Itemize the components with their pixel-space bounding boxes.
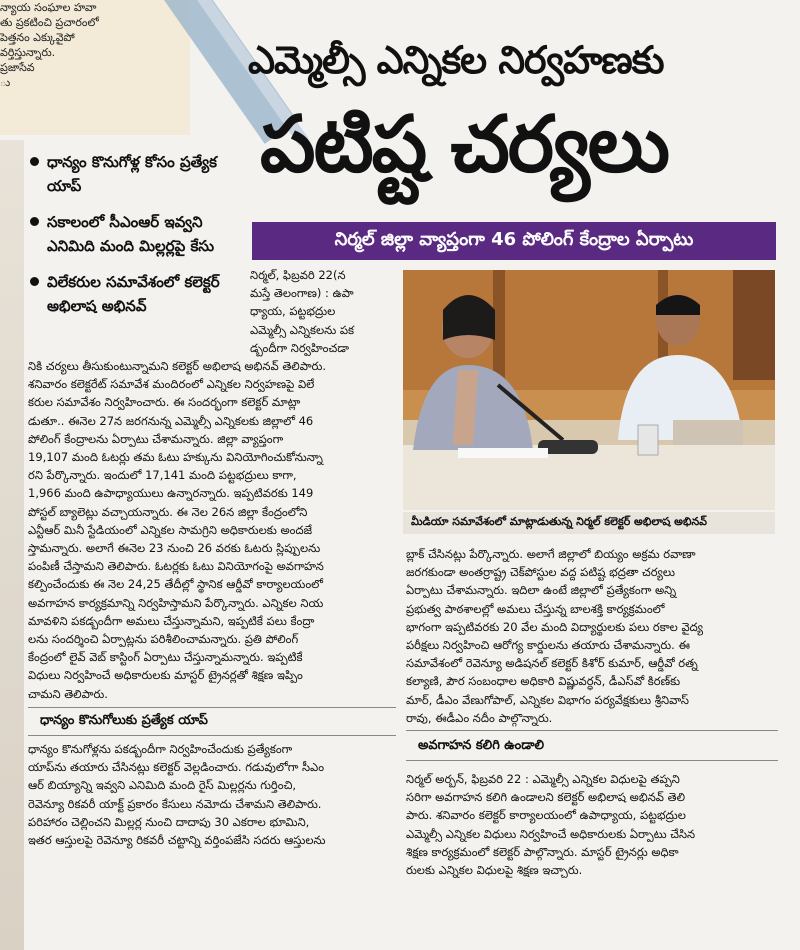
article-line: 19,107 మంది ఓటర్లు తమ ఓటు హక్కును వినియోగించుకోనున్నా <box>28 450 323 465</box>
article-line: జరగకుండా అంతర్రాష్ట్ర చెక్‌పోస్టుల వద్ద పటిష్ట భద్రతా చర్యలు <box>406 565 676 580</box>
article-line: నిర్మల్, ఫిబ్రవరి 22(న <box>250 268 346 282</box>
article-line: కేంద్రంలో లైవ్ వెబ్ కాస్టింగ్ ఏర్పాటు చేస్తున్నామన్నారు. ఇప్పటికే <box>28 650 303 665</box>
article-line: డుతూ.. ఈనెల 27న జరగనున్న ఎమ్మెల్సీ ఎన్నికలకు జిల్లాలో 46 <box>28 413 314 428</box>
article-line: విధులు నిర్వహించే అధికారులకు మాస్టర్ ట్రైనర్లతో శిక్షణ ఇప్పిం <box>28 668 303 683</box>
section-divider <box>406 730 778 731</box>
highlight-text: సకాలంలో సీఎంఆర్ ఇవ్వని ఎనిమిది మంది మిల్లర్లపై కేసు <box>47 213 215 255</box>
article-line: పరీక్షలు నిర్వహించి ఆరోగ్య కార్డులను తయారు చేశామన్నారు. ఈ <box>406 638 690 653</box>
article-line: శనివారం కలెక్టరేట్ సమావేశ మందిరంలో ఎన్నికల నిర్వహణపై విలే <box>28 377 315 392</box>
article-line: శిక్షణ కార్యక్రమంలో కలెక్టర్ పాల్గొన్నారు. మాస్టర్ ట్రైనర్లు అధికా <box>406 844 679 859</box>
article-line: సమావేశంలో రెవెన్యూ అడిషనల్ కలెక్టర్ కిశోర్ కుమార్, ఆర్డీవో రత్న <box>406 656 698 671</box>
article-line: ఆర్ బియ్యాన్ని ఇవ్వని ఎనిమిది మంది రైస్ మిల్లర్లను గుర్తించి, <box>28 778 297 793</box>
article-dateline <box>250 266 395 357</box>
article-line: పారు. శనివారం కలెక్టర్ కార్యాలయంలో ఉపాధ్యాయ, పట్టభద్రుల <box>406 808 686 823</box>
article-body-app <box>28 740 396 849</box>
section-divider <box>28 735 396 736</box>
headline-main: పటిష్ట చర్యలు <box>260 100 668 190</box>
adjacent-clipping-text <box>0 0 150 90</box>
highlight-item <box>30 270 240 318</box>
article-line: ఎమ్మెల్సీ ఎన్నికలను పక <box>250 322 355 337</box>
section-divider <box>28 707 396 708</box>
highlight-text: ధాన్యం కొనుగోళ్ల కోసం ప్రత్యేక యాప్ <box>47 153 217 195</box>
clipping-line: ప్రజాసేవ <box>0 61 35 74</box>
article-body-awareness <box>406 770 778 879</box>
article-line: కల్పించేందుకు ఈ నెల 24,25 తేదీల్లో స్థానిక ఆర్డీవో కార్యాలయంలో <box>28 577 323 592</box>
article-line: రులకు ఎన్నికల విధులపై శిక్షణ ఇచ్చారు. <box>406 863 583 878</box>
article-line: పరిహారం చెల్లించని మిల్లర్ల నుంచి దాదాపు 30 ఎకరాల భూమిని, <box>28 814 310 829</box>
highlight-text: విలేకరుల సమావేశంలో కలెక్టర్ అభిలాష అభినవ్ <box>47 273 220 315</box>
article-line: ధ్యాయ, పట్టభద్రుల <box>250 304 336 319</box>
article-body-continued <box>406 545 778 727</box>
article-line: పంపిణీ చేస్తామని తెలిపారు. ఓటర్లకు ఓటు వినియోగంపై అవగాహన <box>28 559 324 574</box>
headline-kicker: ఎమ్మెల్సీ ఎన్నికల నిర్వహణకు <box>248 38 664 82</box>
clipping-line: వర్తిస్తున్నారు. <box>0 46 56 59</box>
article-line: నిర్మల్ అర్బన్, ఫిబ్రవరి 22 : ఎమ్మెల్సీ ఎన్నికల విధులపై తప్పని <box>406 772 680 786</box>
article-line: మార్, డీఎం వేణుగోపాల్, ఎన్నికల విభాగం పర్యవేక్షకులు శ్రీనివాస్ <box>406 692 689 707</box>
article-line: అవగాహన కార్యక్రమాన్ని నిర్వహిస్తామని పేర్కొన్నారు. ఎన్నికల నియ <box>28 595 324 610</box>
article-line: ఎమ్మెల్సీ ఎన్నికల విధులు నిర్వహించే అధికారులకు ఏర్పాటు చేసిన <box>406 826 696 841</box>
article-body-main <box>28 357 396 703</box>
article-line: నికి చర్యలు తీసుకుంటున్నామని కలెక్టర్ అభిలాష అభినవ్ తెలిపారు. <box>28 359 327 373</box>
article-line: కరుల సమావేశం నిర్వహించారు. ఈ సందర్భంగా కలెక్టర్ మాట్లా <box>28 395 301 410</box>
article-line: లను సందర్శించి ఏర్పాట్లను పరిశీలించామన్నారు. ప్రతి పోలింగ్ <box>28 632 299 647</box>
article-line: రని పేర్కొన్నారు. ఇందులో 17,141 మంది పట్టభద్రులు కాగా, <box>28 468 297 483</box>
subheading-awareness: అవగాహన కలిగి ఉండాలి <box>418 738 545 753</box>
article-line: భాగంగా ఇప్పటివరకు 20 వేల మంది విద్యార్థులకు పలు రకాల వైద్య <box>406 619 703 634</box>
article-line: 1,966 మంది ఉపాధ్యాయులు ఉన్నారన్నారు. ఇప్పటివరకు 149 <box>28 486 314 501</box>
clipping-line: పెత్తనం ఎక్కువైపో <box>0 31 75 44</box>
highlight-item <box>30 210 240 258</box>
article-line: డ్బందీగా నిర్వహించడా <box>250 340 349 355</box>
clipping-line: న్యాయ సంఘాల హవా <box>0 1 97 14</box>
article-line: రెవెన్యూ రికవరీ యాక్ట్ ప్రకారం కేసులు నమోదు చేశామని తెలిపారు. <box>28 796 322 811</box>
article-line: యాప్‌ను తయారు చేసినట్లు కలెక్టర్ వెల్లడించారు. గడువులోగా సీఎం <box>28 760 325 775</box>
article-line: ప్రభుత్వ పాఠశాలల్లో అమలు చేస్తున్న బాలశక్తి కార్యక్రమంలో <box>406 601 665 616</box>
article-line: పోలింగ్ కేంద్రాలను ఏర్పాటు చేశామన్నారు. జిల్లా వ్యాప్తంగా <box>28 431 284 446</box>
article-line: చామని తెలిపారు. <box>28 686 108 701</box>
photo-caption: మీడియా సమావేశంలో మాట్లాడుతున్న నిర్మల్ కలెక్టర్ అభిలాష అభినవ్ <box>403 512 775 534</box>
subheading-app: ధాన్యం కొనుగోలుకు ప్రత్యేక యాప్ <box>40 713 208 728</box>
bullet-icon <box>30 217 39 226</box>
highlights-box <box>30 150 240 330</box>
article-line: స్తామన్నారు. అలాగే ఈనెల 23 నుంచి 26 వరకు ఓటరు స్లిప్పులను <box>28 541 321 556</box>
bullet-icon <box>30 277 39 286</box>
clipping-line: ు <box>0 76 11 89</box>
article-line: ఏర్పాటు చేశామన్నారు. ఇదిలా ఉంటే జిల్లాలో ప్రత్యేకంగా అన్ని <box>406 583 677 598</box>
article-line: కల్యాణి, పౌర సంబంధాల అధికారి విష్ణువర్ధన్, డీఎస్‌వో కిరణ్‌కు <box>406 674 681 689</box>
article-line: ధాన్యం కొనుగోళ్లను పకడ్బందీగా నిర్వహించేందుకు ప్రత్యేకంగా <box>28 742 293 756</box>
page-edge <box>0 140 24 950</box>
article-line: మస్తే తెలంగాణ) : ఉపా <box>250 286 354 301</box>
highlight-item <box>30 150 240 198</box>
article-line: ఎన్టీఆర్ మినీ స్టేడియంలో ఎన్నికల సామగ్రిని అధికారులకు అందజే <box>28 522 313 537</box>
article-line: సరిగా అవగాహన కలిగి ఉండాలని కలెక్టర్ అభిలాష అభినవ్ తెలి <box>406 790 686 805</box>
press-meet-photo <box>403 270 775 510</box>
bullet-icon <box>30 157 39 166</box>
article-line: బ్లాక్ చేసినట్లు పేర్కొన్నారు. అలాగే జిల్లాలో బియ్యం అక్రమ రవాణా <box>406 547 696 561</box>
clipping-line: తు ప్రకటించి ప్రచారంలో <box>0 16 99 29</box>
article-line: పోస్టల్ బ్యాలెట్లు వచ్చాయన్నారు. ఈ నెల 26న జిల్లా కేంద్రంలోని <box>28 504 308 519</box>
article-line: ఇతర ఆస్తులపై రెవెన్యూ రికవరీ చట్టాన్ని వర్తింపజేసి సదరు ఆస్తులను <box>28 833 326 848</box>
subheadline-banner: నిర్మల్ జిల్లా వ్యాప్తంగా 46 పోలింగ్ కేంద్రాల ఏర్పాటు <box>252 222 776 260</box>
section-divider <box>406 760 778 761</box>
article-line: మావళిని పకడ్బందీగా అమలు చేస్తున్నామని, ఇప్పటికే పలు కేంద్రా <box>28 613 315 628</box>
article-line: రావు, ఈడీఎం నదీం పాల్గొన్నారు. <box>406 710 553 725</box>
